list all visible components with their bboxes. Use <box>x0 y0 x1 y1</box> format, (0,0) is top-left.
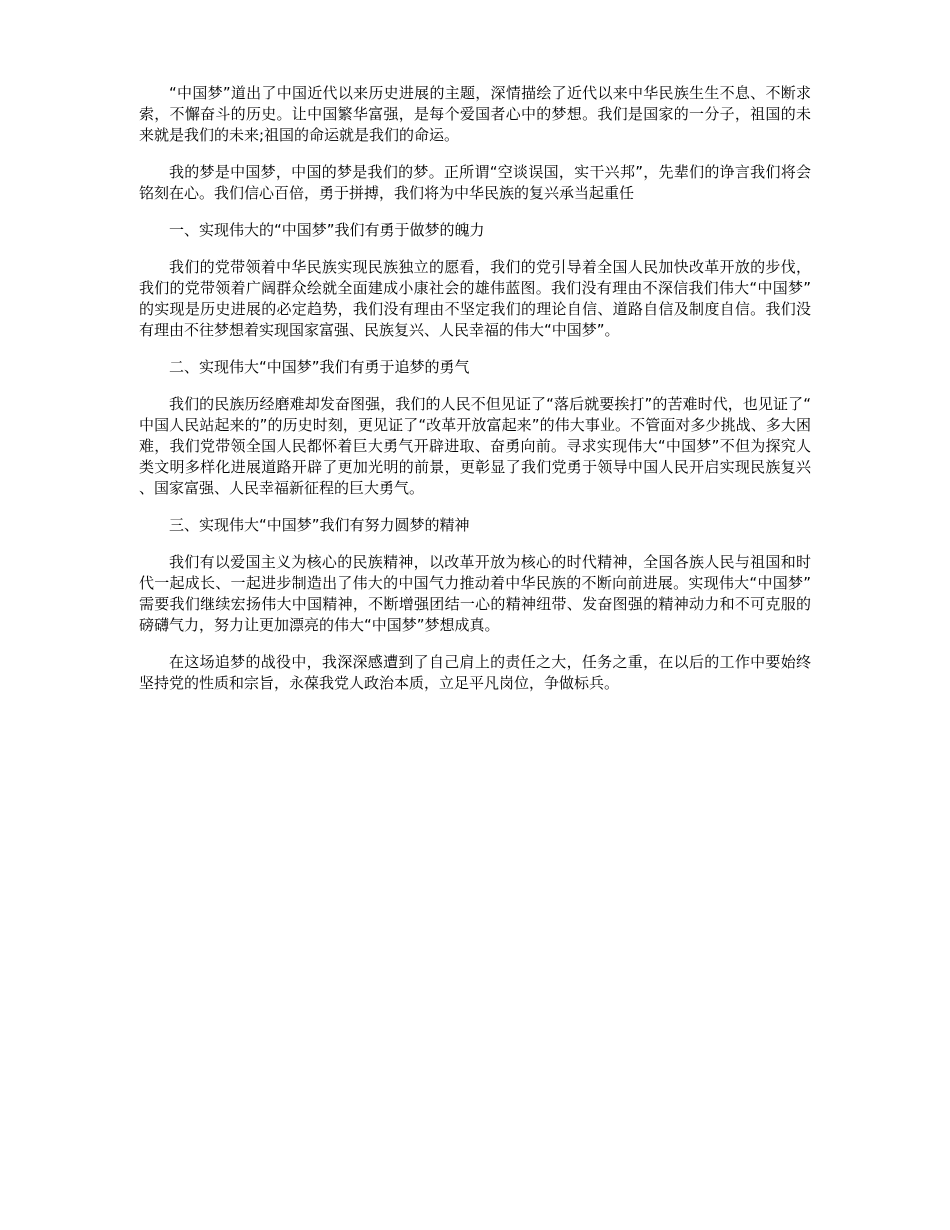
document-body <box>139 83 811 710</box>
paragraph-conclusion: 在这场追梦的战役中，我深深感遭到了自己肩上的责任之大，任务之重，在以后的工作中要始终坚持党的性质和宗旨，永葆我党人政治本质，立足平凡岗位，争做标兵。 <box>139 653 811 692</box>
paragraph-my-dream: 我的梦是中国梦，中国的梦是我们的梦。正所谓“空谈误国，实干兴邦”，先辈们的诤言我们将会铭刻在心。我们信心百倍，勇于拼搏，我们将为中华民族的复兴承当起重任 <box>139 163 811 202</box>
section-heading-3: 三、实现伟大“中国梦”我们有努力圆梦的精神 <box>169 516 470 534</box>
section-heading-2: 二、实现伟大“中国梦”我们有勇于追梦的勇气 <box>169 358 470 376</box>
paragraph-section-3: 我们有以爱国主义为核心的民族精神，以改革开放为核心的时代精神，全国各族人民与祖国和时代一起成长、一起进步制造出了伟大的中国气力推动着中华民族的不断向前进展。实现伟大“中国梦”需要我们继续宏扬伟大中国精神，不断增强团结一心的精神纽带、发奋图强的精神动力和不可克服的磅礴气力，努力让更加漂亮的伟大“中国梦”梦想成真。 <box>139 553 811 634</box>
paragraph-section-1: 我们的党带领着中华民族实现民族独立的愿看，我们的党引导着全国人民加快改革开放的步伐，我们的党带领着广阔群众绘就全面建成小康社会的雄伟蓝图。我们没有理由不深信我们伟大“中国梦”的实现是历史进展的必定趋势，我们没有理由不坚定我们的理论自信、道路自信及制度自信。我们没有理由不往梦想着实现国家富强、民族复兴、人民幸福的伟大“中国梦”。 <box>139 258 811 339</box>
section-heading-1: 一、实现伟大的“中国梦”我们有勇于做梦的魄力 <box>169 221 485 239</box>
paragraph-section-2: 我们的民族历经磨难却发奋图强，我们的人民不但见证了“落后就要挨打”的苦难时代，也见证了“中国人民站起来的”的历史时刻，更见证了“改革开放富起来”的伟大事业。不管面对多少挑战、多大困难，我们党带领全国人民都怀着巨大勇气开辟进取、奋勇向前。寻求实现伟大“中国梦”不但为探究人类文明多样化进展道路开辟了更加光明的前景，更彰显了我们党勇于领导中国人民开启实现民族复兴、国家富强、人民幸福新征程的巨大勇气。 <box>139 395 811 497</box>
paragraph-intro: “中国梦”道出了中国近代以来历史进展的主题，深情描绘了近代以来中华民族生生不息、不断求索，不懈奋斗的历史。让中国繁华富强，是每个爱国者心中的梦想。我们是国家的一分子，祖国的未来就是我们的未来;祖国的命运就是我们的命运。 <box>139 84 811 144</box>
